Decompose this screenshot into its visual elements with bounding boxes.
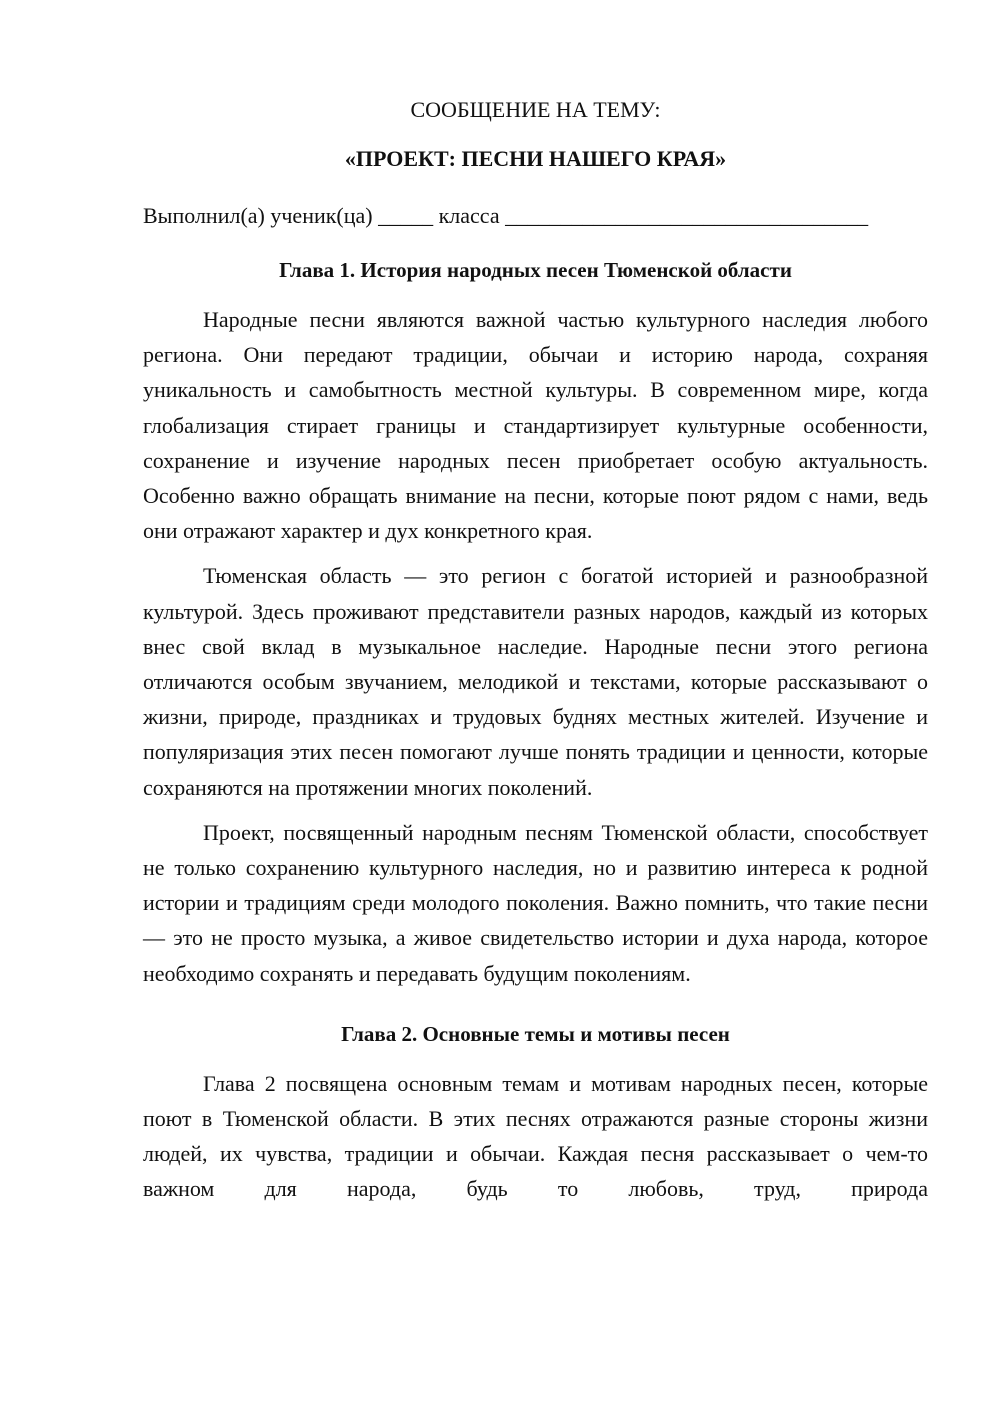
- author-line: Выполнил(а) ученик(ца) _____ класса _________________________________: [143, 203, 869, 228]
- chapter1-paragraph-1: Народные песни являются важной частью культурного наследия любого региона. Они передают традиции, обычаи и историю народа, сохраняя уникальность и самобытность местной культуры. В современном мире, когда глобализация стирает границы и стандартизирует культурные особенности, сохранение и изучение народных песен приобретает особую актуальность. Особенно важно обращать внимание на песни, которые поют рядом с нами, ведь они отражают характер и дух конкретного края.: [143, 307, 928, 544]
- page-content: [143, 92, 928, 1207]
- chapter1-paragraph-3: Проект, посвященный народным песням Тюменской области, способствует не только сохранению культурного наследия, но и развитию интереса к родной истории и традициям среди молодого поколения. Важно помнить, что такие песни — это не просто музыка, а живое свидетельство истории и духа народа, которое необходимо сохранять и передавать будущим поколениям.: [143, 819, 928, 986]
- document-title-line1: СООБЩЕНИЕ НА ТЕМУ:: [410, 97, 661, 122]
- chapter1-heading: Глава 1. История народных песен Тюменской области: [279, 258, 792, 282]
- chapter2-heading: Глава 2. Основные темы и мотивы песен: [341, 1021, 730, 1046]
- document-title-line2: «ПРОЕКТ: ПЕСНИ НАШЕГО КРАЯ»: [344, 146, 727, 171]
- chapter2-paragraph-1: Глава 2 посвящена основным темам и мотивам народных песен, которые поют в Тюменской области. В этих песнях отражаются разные стороны жизни людей, их чувства, традиции и обычаи. Каждая песня рассказывает о чем-то важном для народа, будь то любовь, труд, природа: [143, 1070, 928, 1202]
- chapter1-paragraph-2: Тюменская область — это регион с богатой историей и разнообразной культурой. Здесь проживают представители разных народов, каждый из которых внес свой вклад в музыкальное наследие. Народные песни этого региона отличаются особым звучанием, мелодикой и текстами, которые рассказывают о жизни, природе, праздниках и трудовых буднях местных жителей. Изучение и популяризация этих песен помогают лучше понять традиции и ценности, которые сохраняются на протяжении многих поколений.: [143, 563, 928, 800]
